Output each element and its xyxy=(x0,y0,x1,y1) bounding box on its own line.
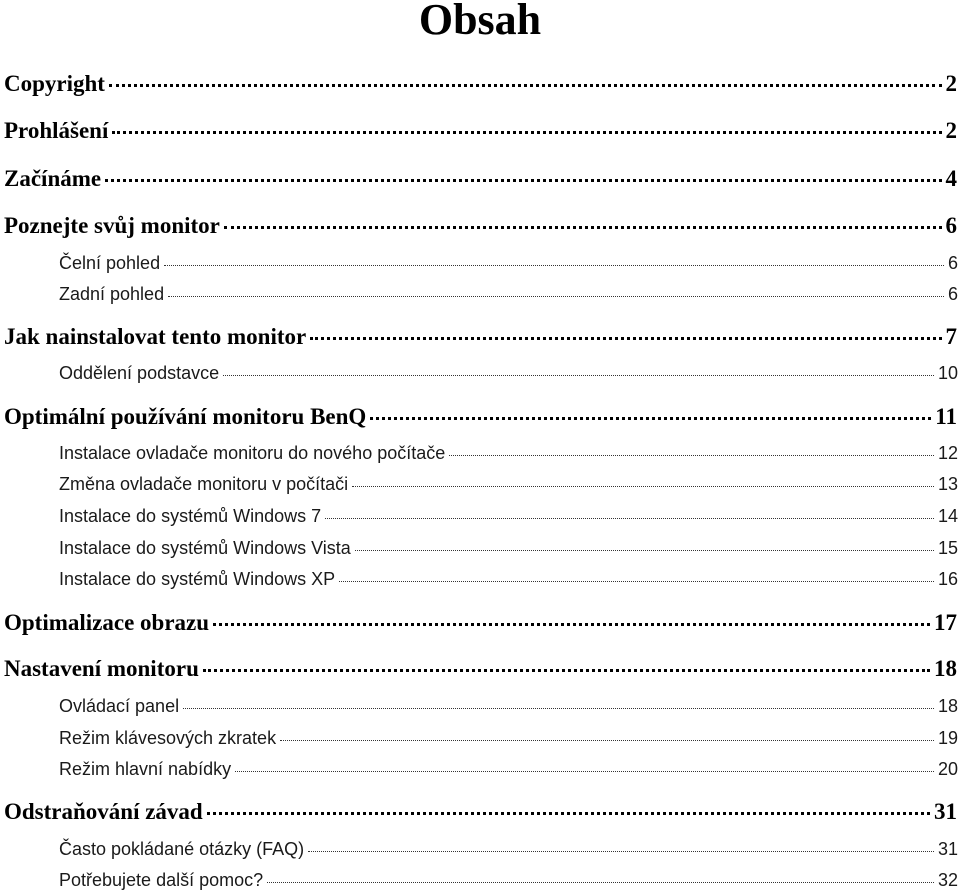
toc-entry-title: Instalace do systémů Windows XP xyxy=(59,569,336,589)
dot-leader xyxy=(203,653,930,676)
toc-subsection-entry[interactable] xyxy=(59,837,958,860)
toc-page-number: 6 xyxy=(947,284,958,304)
toc-section-entry[interactable] xyxy=(4,115,957,144)
toc-page-number: 20 xyxy=(937,759,958,779)
dot-leader xyxy=(339,567,934,585)
dot-leader xyxy=(325,504,934,522)
toc-entry-title: Optimalizace obrazu xyxy=(4,610,210,635)
dot-leader xyxy=(224,210,942,233)
dot-leader xyxy=(105,163,941,186)
toc-subsection-entry[interactable] xyxy=(59,757,958,780)
toc-page-number: 18 xyxy=(934,656,957,681)
toc-section-entry[interactable] xyxy=(4,68,957,97)
toc-page-number: 16 xyxy=(937,569,958,589)
dot-leader xyxy=(310,321,941,344)
toc-page-number: 17 xyxy=(934,610,957,635)
dot-leader xyxy=(352,472,934,490)
toc-page-number: 4 xyxy=(945,166,957,191)
toc-page-number: 13 xyxy=(937,474,958,494)
toc-entry-title: Instalace do systémů Windows 7 xyxy=(59,506,322,526)
toc-subsection-entry[interactable] xyxy=(59,567,958,590)
toc-section-entry[interactable] xyxy=(4,653,957,682)
toc-section-entry[interactable] xyxy=(4,607,957,636)
toc-page-number: 6 xyxy=(947,253,958,273)
toc-page-number: 15 xyxy=(937,538,958,558)
toc-page-number: 12 xyxy=(937,443,958,463)
toc-section-entry[interactable] xyxy=(4,210,957,239)
toc-entry-title: Odstraňování závad xyxy=(4,799,203,824)
toc-page-number: 2 xyxy=(945,71,957,96)
dot-leader xyxy=(168,282,944,300)
page-title: Obsah xyxy=(418,0,542,44)
toc-entry-title: Začínáme xyxy=(4,166,102,191)
dot-leader xyxy=(109,68,942,91)
toc-page-number: 32 xyxy=(937,870,958,890)
toc-subsection-entry[interactable] xyxy=(59,504,958,527)
toc-entry-title: Zadní pohled xyxy=(59,284,165,304)
dot-leader xyxy=(370,401,931,424)
toc-entry-title: Instalace ovladače monitoru do nového počítače xyxy=(59,443,446,463)
toc-entry-title: Nastavení monitoru xyxy=(4,656,199,681)
dot-leader xyxy=(355,536,934,554)
toc-entry-title: Čelní pohled xyxy=(59,253,161,273)
toc-entry-title: Změna ovladače monitoru v počítači xyxy=(59,474,349,494)
toc-subsection-entry[interactable] xyxy=(59,282,958,305)
dot-leader xyxy=(183,694,934,712)
toc-entry-title: Režim klávesových zkratek xyxy=(59,728,277,748)
toc-subsection-entry[interactable] xyxy=(59,472,958,495)
toc-page-number: 11 xyxy=(935,404,957,429)
toc-subsection-entry[interactable] xyxy=(59,868,958,891)
toc-subsection-entry[interactable] xyxy=(59,441,958,464)
toc-subsection-entry[interactable] xyxy=(59,251,958,274)
toc-section-entry[interactable] xyxy=(4,163,957,192)
toc-subsection-entry[interactable] xyxy=(59,726,958,749)
toc-entry-title: Copyright xyxy=(4,71,105,96)
dot-leader xyxy=(112,115,941,138)
toc-section-entry[interactable] xyxy=(4,321,957,350)
toc-page-number: 31 xyxy=(934,799,957,824)
toc-subsection-entry[interactable] xyxy=(59,694,958,717)
toc-subsection-entry[interactable] xyxy=(59,361,958,384)
toc-page-number: 18 xyxy=(937,696,958,716)
toc-page-number: 14 xyxy=(937,506,958,526)
dot-leader xyxy=(280,726,934,744)
dot-leader xyxy=(267,868,934,886)
toc-entry-title: Instalace do systémů Windows Vista xyxy=(59,538,351,558)
toc-entry-title: Ovládací panel xyxy=(59,696,180,716)
toc-subsection-entry[interactable] xyxy=(59,536,958,559)
toc-entry-title: Optimální používání monitoru BenQ xyxy=(4,404,367,429)
toc-page-number: 10 xyxy=(937,363,958,383)
dot-leader xyxy=(164,251,944,269)
toc-entry-title: Oddělení podstavce xyxy=(59,363,220,383)
dot-leader xyxy=(449,441,934,459)
toc-section-entry[interactable] xyxy=(4,796,957,825)
toc-entry-title: Často pokládané otázky (FAQ) xyxy=(59,839,305,859)
toc-entry-title: Poznejte svůj monitor xyxy=(4,213,220,238)
toc-page-number: 7 xyxy=(945,324,957,349)
dot-leader xyxy=(207,796,930,819)
dot-leader xyxy=(235,757,934,775)
dot-leader xyxy=(213,607,930,630)
toc-page-number: 31 xyxy=(937,839,958,859)
dot-leader xyxy=(223,361,934,379)
toc-section-entry[interactable] xyxy=(4,401,957,430)
toc-entry-title: Jak nainstalovat tento monitor xyxy=(4,324,307,349)
toc-entry-title: Prohlášení xyxy=(4,118,109,143)
toc-page-number: 19 xyxy=(937,728,958,748)
toc-entry-title: Režim hlavní nabídky xyxy=(59,759,232,779)
dot-leader xyxy=(308,837,934,855)
toc-page-number: 2 xyxy=(945,118,957,143)
toc-entry-title: Potřebujete další pomoc? xyxy=(59,870,264,890)
toc-page-number: 6 xyxy=(945,213,957,238)
